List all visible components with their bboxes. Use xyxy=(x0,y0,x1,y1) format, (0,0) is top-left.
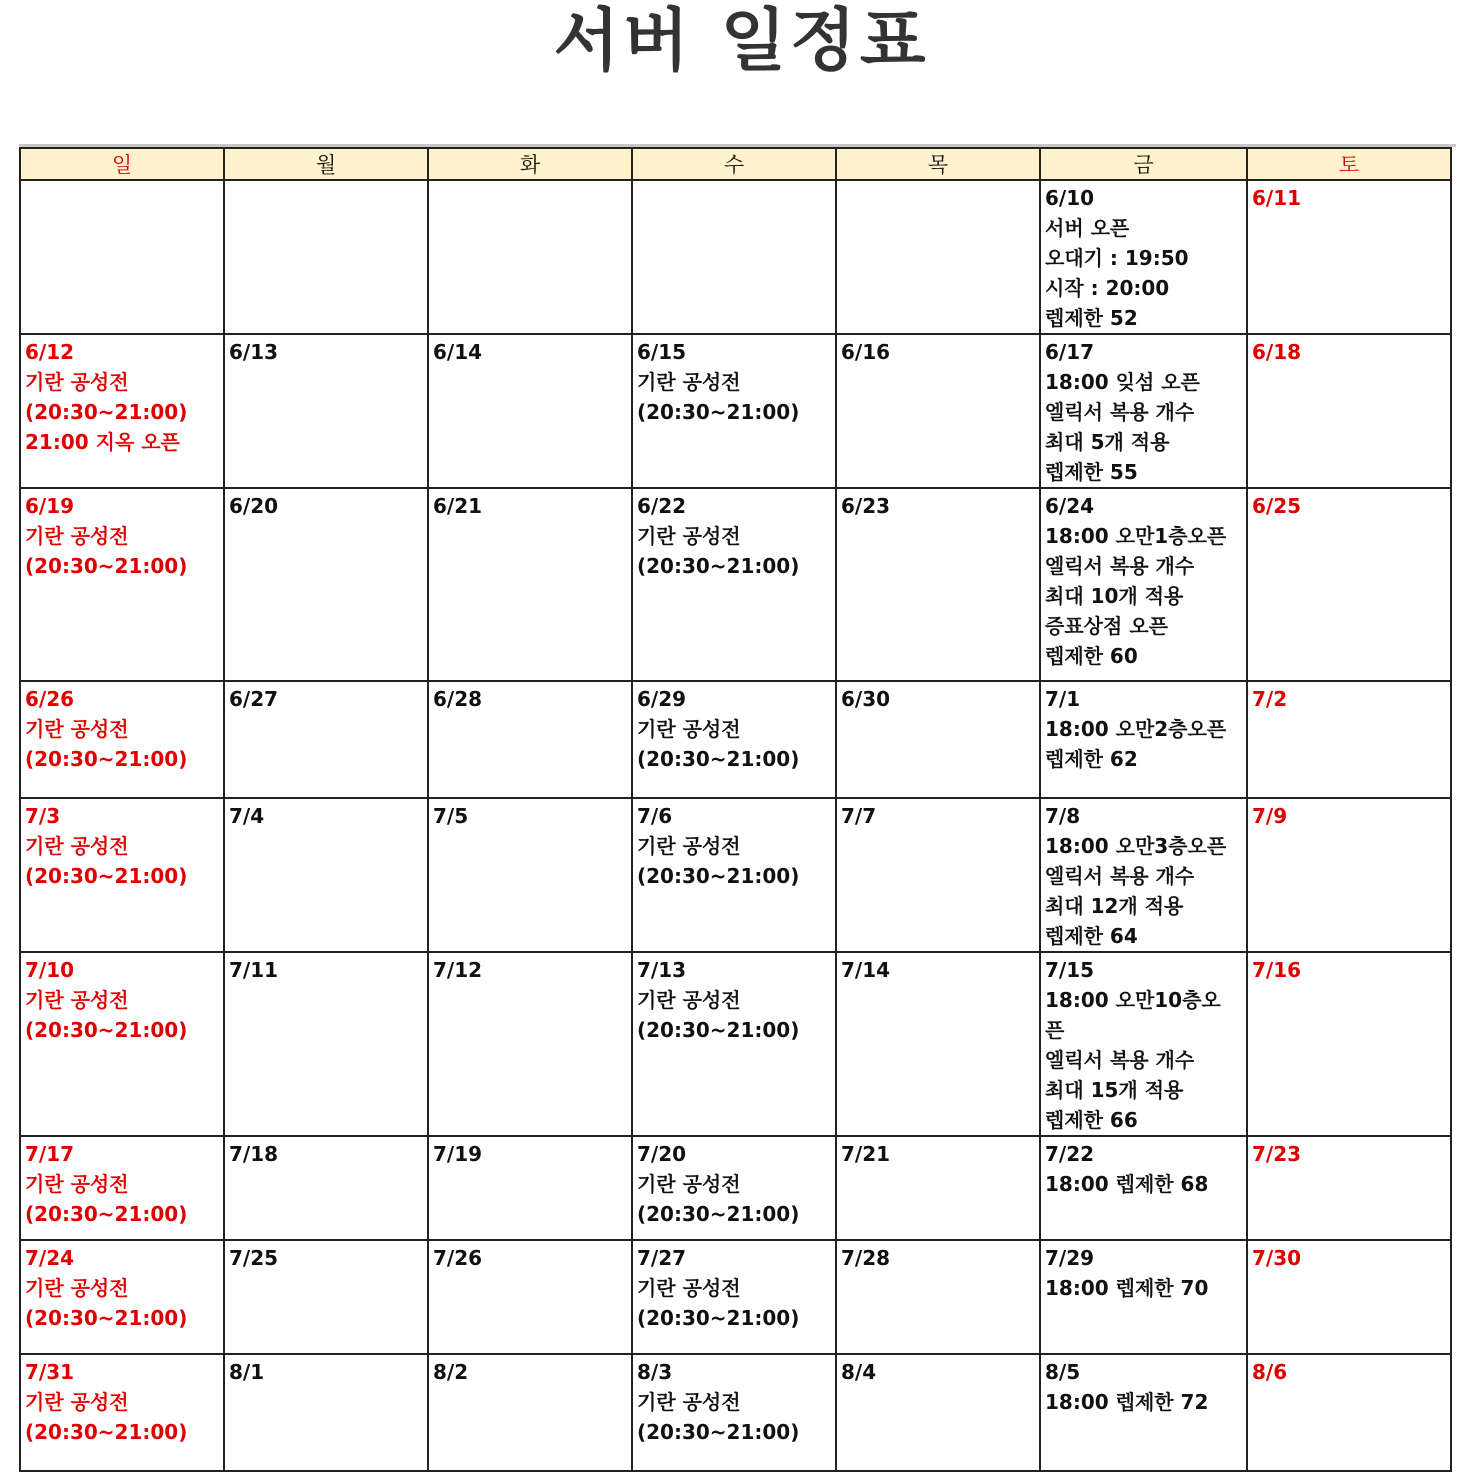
week-row xyxy=(20,681,1451,798)
date-label: 7/12 xyxy=(433,958,483,982)
day-cell-wed xyxy=(632,798,836,952)
day-cell-fri xyxy=(1040,1354,1247,1471)
date-label: 7/27 xyxy=(637,1246,687,1270)
day-cell-mon xyxy=(224,798,428,952)
date-label: 7/8 xyxy=(1045,804,1081,828)
day-cell-tue xyxy=(428,1240,632,1354)
week-row xyxy=(20,798,1451,952)
date-label: 8/2 xyxy=(433,1360,469,1384)
event-text: 렙제한 64 xyxy=(1045,924,1138,948)
event-text: 기란 공성전 xyxy=(637,988,741,1012)
day-cell-fri xyxy=(1040,1136,1247,1240)
day-cell-tue xyxy=(428,952,632,1136)
date-label: 7/14 xyxy=(841,958,891,982)
day-cell-sat xyxy=(1247,1354,1451,1471)
date-label: 8/1 xyxy=(229,1360,265,1384)
day-cell-thu xyxy=(836,488,1040,681)
date-label: 7/17 xyxy=(25,1142,75,1166)
day-cell-fri xyxy=(1040,952,1247,1136)
event-text: 기란 공성전 xyxy=(25,1276,129,1300)
date-label: 6/29 xyxy=(637,687,687,711)
week-row xyxy=(20,488,1451,681)
date-label: 6/20 xyxy=(229,494,279,518)
day-cell-thu xyxy=(836,798,1040,952)
event-text: 18:00 오만3층오픈 xyxy=(1045,834,1227,858)
event-text: 기란 공성전 xyxy=(25,370,129,394)
day-cell-mon xyxy=(224,681,428,798)
day-cell-sun xyxy=(20,798,224,952)
day-cell-sun xyxy=(20,488,224,681)
day-cell-mon xyxy=(224,952,428,1136)
weekday-fri: 금 xyxy=(1040,148,1247,180)
event-text: 18:00 오만10층오 xyxy=(1045,988,1221,1012)
day-cell-sun xyxy=(20,1136,224,1240)
event-text: 18:00 렙제한 72 xyxy=(1045,1390,1209,1414)
day-cell-sat xyxy=(1247,334,1451,488)
day-cell-mon xyxy=(224,334,428,488)
date-label: 6/26 xyxy=(25,687,75,711)
day-cell-wed xyxy=(632,334,836,488)
date-label: 6/27 xyxy=(229,687,279,711)
event-text: 18:00 잊섬 오픈 xyxy=(1045,370,1200,394)
day-cell-thu xyxy=(836,681,1040,798)
event-text: (20:30~21:00) xyxy=(25,554,188,578)
event-text: 기란 공성전 xyxy=(25,834,129,858)
date-label: 7/18 xyxy=(229,1142,279,1166)
event-text: 렙제한 60 xyxy=(1045,644,1138,668)
date-label: 7/22 xyxy=(1045,1142,1095,1166)
date-label: 6/21 xyxy=(433,494,483,518)
weekday-sun: 일 xyxy=(20,148,224,180)
date-label: 6/24 xyxy=(1045,494,1095,518)
event-text: 최대 10개 적용 xyxy=(1045,584,1184,608)
event-text: (20:30~21:00) xyxy=(637,554,800,578)
day-cell-sun xyxy=(20,180,224,334)
date-label: 8/3 xyxy=(637,1360,673,1384)
date-label: 7/19 xyxy=(433,1142,483,1166)
day-cell-wed xyxy=(632,488,836,681)
date-label: 6/10 xyxy=(1045,186,1095,210)
day-cell-wed xyxy=(632,180,836,334)
date-label: 7/7 xyxy=(841,804,877,828)
day-cell-thu xyxy=(836,952,1040,1136)
event-text: 21:00 지옥 오픈 xyxy=(25,430,180,454)
day-cell-mon xyxy=(224,1354,428,1471)
day-cell-fri xyxy=(1040,334,1247,488)
day-cell-sat xyxy=(1247,1136,1451,1240)
date-label: 7/2 xyxy=(1252,687,1288,711)
date-label: 6/15 xyxy=(637,340,687,364)
date-label: 6/30 xyxy=(841,687,891,711)
day-cell-fri xyxy=(1040,798,1247,952)
day-cell-sat xyxy=(1247,1240,1451,1354)
date-label: 7/3 xyxy=(25,804,61,828)
event-text: (20:30~21:00) xyxy=(25,1202,188,1226)
event-text: (20:30~21:00) xyxy=(637,747,800,771)
event-text: (20:30~21:00) xyxy=(25,1420,188,1444)
weekday-mon: 월 xyxy=(224,148,428,180)
date-label: 6/17 xyxy=(1045,340,1095,364)
event-text: 렙제한 52 xyxy=(1045,306,1138,330)
event-text: 기란 공성전 xyxy=(637,1172,741,1196)
day-cell-wed xyxy=(632,952,836,1136)
day-cell-tue xyxy=(428,1136,632,1240)
event-text: 렙제한 62 xyxy=(1045,747,1138,771)
date-label: 7/31 xyxy=(25,1360,75,1384)
day-cell-tue xyxy=(428,334,632,488)
event-text: (20:30~21:00) xyxy=(25,400,188,424)
day-cell-mon xyxy=(224,1240,428,1354)
date-label: 6/18 xyxy=(1252,340,1302,364)
day-cell-sun xyxy=(20,1354,224,1471)
event-text: (20:30~21:00) xyxy=(637,400,800,424)
event-text: 기란 공성전 xyxy=(637,717,741,741)
day-cell-wed xyxy=(632,1354,836,1471)
day-cell-thu xyxy=(836,1240,1040,1354)
day-cell-mon xyxy=(224,488,428,681)
weekday-sat: 토 xyxy=(1247,148,1451,180)
date-label: 8/4 xyxy=(841,1360,877,1384)
date-label: 7/11 xyxy=(229,958,279,982)
date-label: 7/21 xyxy=(841,1142,891,1166)
date-label: 6/23 xyxy=(841,494,891,518)
day-cell-thu xyxy=(836,1136,1040,1240)
day-cell-wed xyxy=(632,1240,836,1354)
event-text: 서버 오픈 xyxy=(1045,216,1130,240)
event-text: 최대 15개 적용 xyxy=(1045,1078,1184,1102)
day-cell-sun xyxy=(20,1240,224,1354)
date-label: 6/22 xyxy=(637,494,687,518)
day-cell-mon xyxy=(224,180,428,334)
date-label: 7/4 xyxy=(229,804,265,828)
day-cell-sat xyxy=(1247,798,1451,952)
day-cell-sat xyxy=(1247,488,1451,681)
day-cell-sun xyxy=(20,334,224,488)
day-cell-sat xyxy=(1247,180,1451,334)
day-cell-sun xyxy=(20,681,224,798)
date-label: 7/28 xyxy=(841,1246,891,1270)
date-label: 6/13 xyxy=(229,340,279,364)
date-label: 6/25 xyxy=(1252,494,1302,518)
date-label: 7/10 xyxy=(25,958,75,982)
event-text: 18:00 렙제한 68 xyxy=(1045,1172,1209,1196)
event-text: 기란 공성전 xyxy=(637,524,741,548)
event-text: 18:00 오만1층오픈 xyxy=(1045,524,1227,548)
event-text: 엘릭서 복용 개수 xyxy=(1045,864,1195,888)
day-cell-fri xyxy=(1040,1240,1247,1354)
date-label: 7/15 xyxy=(1045,958,1095,982)
event-text: (20:30~21:00) xyxy=(25,747,188,771)
event-text: 픈 xyxy=(1045,1018,1065,1042)
event-text: (20:30~21:00) xyxy=(25,864,188,888)
day-cell-tue xyxy=(428,1354,632,1471)
date-label: 8/6 xyxy=(1252,1360,1288,1384)
day-cell-sat xyxy=(1247,952,1451,1136)
date-label: 7/20 xyxy=(637,1142,687,1166)
date-label: 6/12 xyxy=(25,340,75,364)
date-label: 6/14 xyxy=(433,340,483,364)
weekday-tue: 화 xyxy=(428,148,632,180)
event-text: (20:30~21:00) xyxy=(637,864,800,888)
week-row xyxy=(20,1354,1451,1471)
date-label: 7/6 xyxy=(637,804,673,828)
day-cell-wed xyxy=(632,1136,836,1240)
event-text: (20:30~21:00) xyxy=(637,1202,800,1226)
event-text: 기란 공성전 xyxy=(25,988,129,1012)
weekday-thu: 목 xyxy=(836,148,1040,180)
event-text: 오대기 : 19:50 xyxy=(1045,246,1189,270)
day-cell-fri xyxy=(1040,681,1247,798)
date-label: 7/1 xyxy=(1045,687,1081,711)
event-text: 최대 12개 적용 xyxy=(1045,894,1184,918)
week-row xyxy=(20,1136,1451,1240)
day-cell-sun xyxy=(20,952,224,1136)
date-label: 7/30 xyxy=(1252,1246,1302,1270)
event-text: 기란 공성전 xyxy=(25,1390,129,1414)
date-label: 6/28 xyxy=(433,687,483,711)
event-text: 18:00 오만2층오픈 xyxy=(1045,717,1227,741)
event-text: 엘릭서 복용 개수 xyxy=(1045,400,1195,424)
date-label: 7/24 xyxy=(25,1246,75,1270)
date-label: 7/16 xyxy=(1252,958,1302,982)
event-text: 렙제한 66 xyxy=(1045,1108,1138,1132)
date-label: 7/26 xyxy=(433,1246,483,1270)
event-text: 엘릭서 복용 개수 xyxy=(1045,1048,1195,1072)
date-label: 6/11 xyxy=(1252,186,1302,210)
day-cell-thu xyxy=(836,334,1040,488)
event-text: (20:30~21:00) xyxy=(637,1306,800,1330)
date-label: 7/13 xyxy=(637,958,687,982)
event-text: 기란 공성전 xyxy=(637,1276,741,1300)
day-cell-tue xyxy=(428,488,632,681)
event-text: 최대 5개 적용 xyxy=(1045,430,1170,454)
event-text: 기란 공성전 xyxy=(25,1172,129,1196)
event-text: 기란 공성전 xyxy=(25,524,129,548)
day-cell-fri xyxy=(1040,180,1247,334)
date-label: 6/19 xyxy=(25,494,75,518)
day-cell-thu xyxy=(836,180,1040,334)
event-text: (20:30~21:00) xyxy=(25,1018,188,1042)
event-text: 기란 공성전 xyxy=(25,717,129,741)
day-cell-sat xyxy=(1247,681,1451,798)
event-text: (20:30~21:00) xyxy=(637,1420,800,1444)
weekday-wed: 수 xyxy=(632,148,836,180)
event-text: 엘릭서 복용 개수 xyxy=(1045,554,1195,578)
date-label: 8/5 xyxy=(1045,1360,1081,1384)
day-cell-fri xyxy=(1040,488,1247,681)
day-cell-tue xyxy=(428,681,632,798)
week-row xyxy=(20,334,1451,488)
event-text: (20:30~21:00) xyxy=(637,1018,800,1042)
event-text: 기란 공성전 xyxy=(637,370,741,394)
event-text: 18:00 렙제한 70 xyxy=(1045,1276,1209,1300)
event-text: 기란 공성전 xyxy=(637,834,741,858)
page-title: 서버 일정표 xyxy=(553,2,930,81)
weekday-header xyxy=(20,148,1451,180)
week-row xyxy=(20,952,1451,1136)
day-cell-mon xyxy=(224,1136,428,1240)
date-label: 7/9 xyxy=(1252,804,1288,828)
event-text: 기란 공성전 xyxy=(637,1390,741,1414)
date-label: 7/25 xyxy=(229,1246,279,1270)
schedule-calendar xyxy=(19,147,1452,1472)
date-label: 7/23 xyxy=(1252,1142,1302,1166)
date-label: 6/16 xyxy=(841,340,891,364)
day-cell-thu xyxy=(836,1354,1040,1471)
date-label: 7/5 xyxy=(433,804,469,828)
week-row xyxy=(20,180,1451,334)
event-text: 증표상점 오픈 xyxy=(1045,614,1168,638)
event-text: 시작 : 20:00 xyxy=(1045,276,1170,300)
day-cell-tue xyxy=(428,798,632,952)
event-text: 렙제한 55 xyxy=(1045,460,1138,484)
date-label: 7/29 xyxy=(1045,1246,1095,1270)
event-text: (20:30~21:00) xyxy=(25,1306,188,1330)
week-row xyxy=(20,1240,1451,1354)
day-cell-wed xyxy=(632,681,836,798)
day-cell-tue xyxy=(428,180,632,334)
